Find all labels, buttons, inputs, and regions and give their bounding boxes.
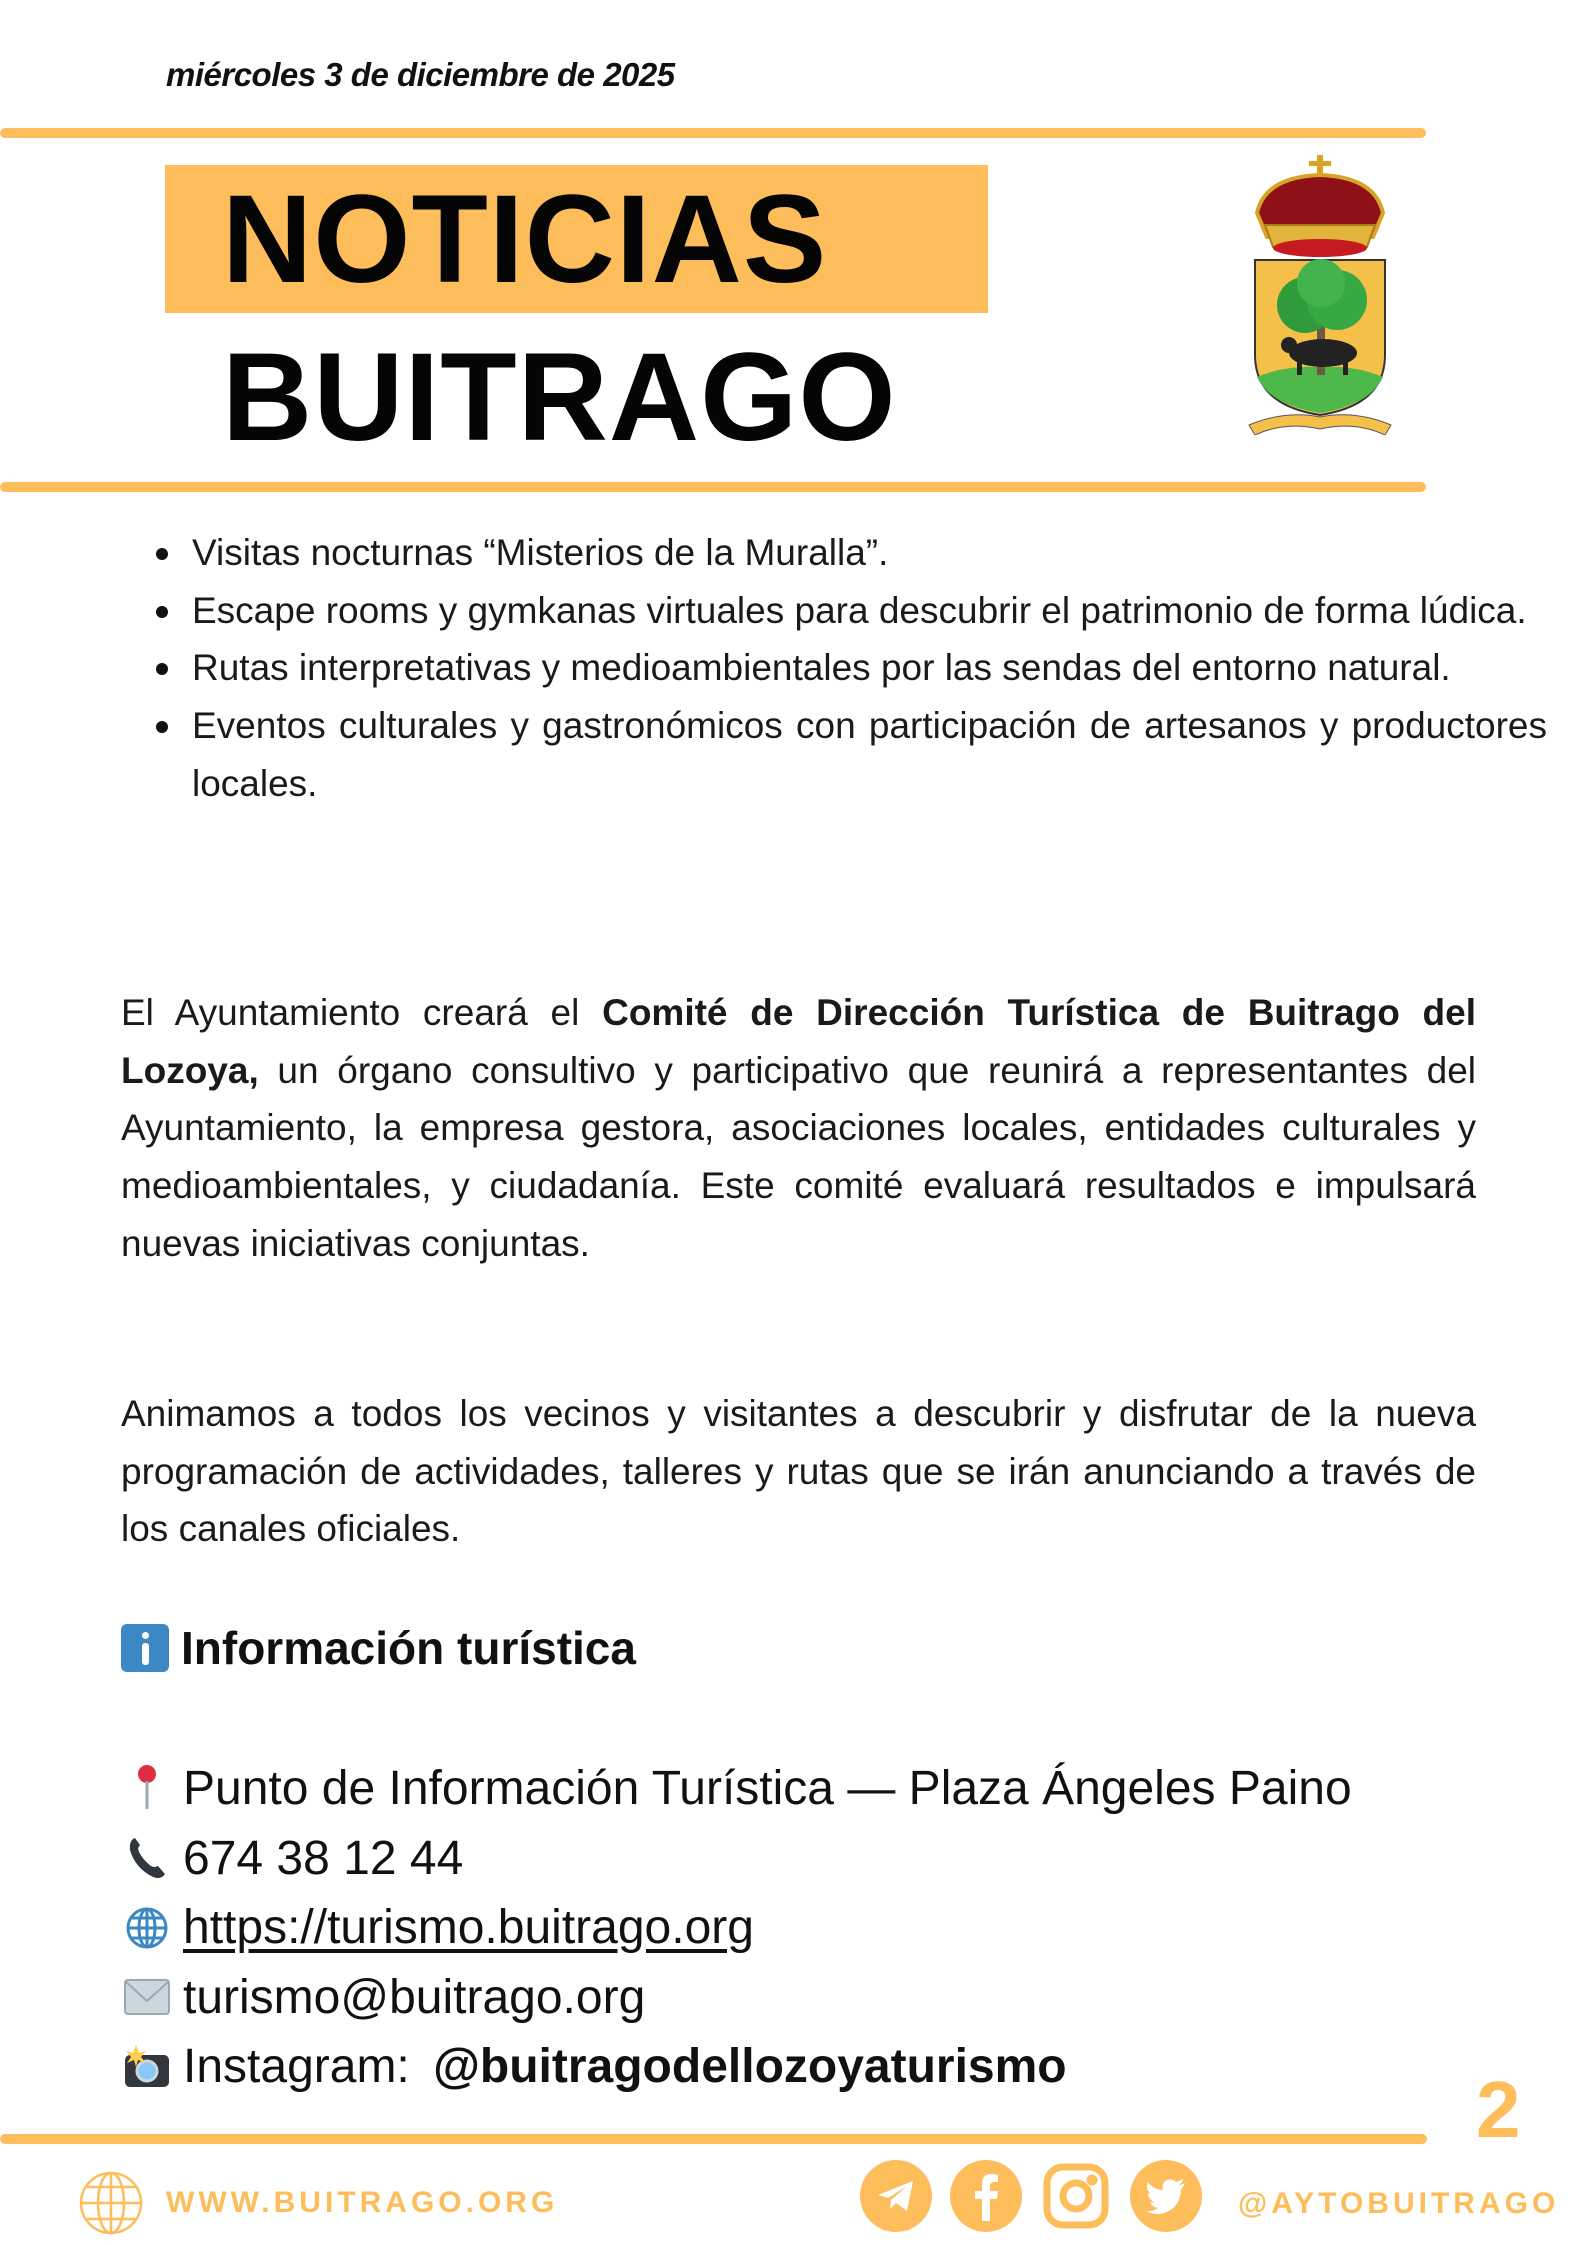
list-item: Eventos culturales y gastronómicos con participación de artesanos y productores locales. [192, 697, 1547, 812]
social-handle[interactable]: @AYTOBUITRAGO [1238, 2187, 1560, 2220]
paragraph-text: un órgano consultivo y participativo que reunirá a representantes del Ayuntamiento, la empresa gestora, asociaciones locales, entidades culturales y medioambientales, y ciudadanía. Este comité evaluará resultados e impulsará nuevas iniciativas conjuntas. [121, 1049, 1476, 1264]
committee-paragraph [121, 984, 1476, 1273]
instagram-icon[interactable] [1040, 2160, 1112, 2232]
phone-icon [121, 1832, 173, 1884]
footer-website-text[interactable]: WWW.BUITRAGO.ORG [166, 2186, 559, 2219]
facebook-icon[interactable] [950, 2160, 1022, 2232]
publication-date: miércoles 3 de diciembre de 2025 [166, 56, 675, 93]
list-item: Rutas interpretativas y medioambientales por las sendas del entorno natural. [192, 639, 1547, 697]
tourist-info-title: Información turística [181, 1622, 636, 1674]
list-item: Escape rooms y gymkanas virtuales para descubrir el patrimonio de forma lúdica. [192, 582, 1547, 640]
website-link[interactable]: https://turismo.buitrago.org [183, 1901, 754, 1955]
telegram-icon[interactable] [860, 2160, 932, 2232]
twitter-icon[interactable] [1130, 2160, 1202, 2232]
globe-outline-icon [78, 2170, 144, 2236]
paragraph-text: El Ayuntamiento creará el [121, 992, 603, 1033]
list-item: Visitas nocturnas “Misterios de la Muralla”. [192, 524, 1547, 582]
address-text: Punto de Información Turística — Plaza Ángeles Paino [183, 1762, 1352, 1816]
contact-list [121, 1754, 1521, 2102]
instagram-label: Instagram: [183, 2040, 424, 2094]
contact-phone [121, 1824, 1521, 1894]
contact-instagram [121, 2032, 1521, 2102]
top-divider [0, 128, 1426, 138]
header-bottom-divider [0, 482, 1426, 492]
pushpin-icon [121, 1763, 173, 1815]
info-icon [121, 1624, 169, 1672]
contact-email [121, 1963, 1521, 2033]
committee-name: Comité de Dirección Turística de Buitrago del Lozoya, [121, 992, 1476, 1091]
contact-address [121, 1754, 1521, 1824]
invitation-paragraph: Animamos a todos los vecinos y visitantes a descubrir y disfrutar de la nueva programación de actividades, talleres y rutas que se irán anunciando a través de los canales oficiales. [121, 1393, 1476, 1550]
footer-website[interactable] [78, 2170, 558, 2236]
footer-divider [0, 2134, 1427, 2144]
coat-of-arms-logo [1245, 155, 1395, 435]
email-address[interactable]: turismo@buitrago.org [183, 1970, 646, 2024]
contact-website [121, 1893, 1521, 1963]
phone-number[interactable]: 674 38 12 44 [183, 1831, 464, 1885]
social-links [860, 2160, 1202, 2232]
activities-list [121, 524, 1547, 813]
globe-icon [121, 1902, 173, 1954]
envelope-icon [121, 1971, 173, 2023]
page-number: 2 [1476, 2065, 1521, 2154]
title-noticias: NOTICIAS [222, 170, 828, 309]
title-buitrago: BUITRAGO [222, 328, 897, 467]
tourist-info-heading [121, 1618, 636, 1678]
camera-flash-icon [121, 2041, 173, 2093]
instagram-handle[interactable]: @buitragodellozoyaturismo [433, 2040, 1067, 2094]
